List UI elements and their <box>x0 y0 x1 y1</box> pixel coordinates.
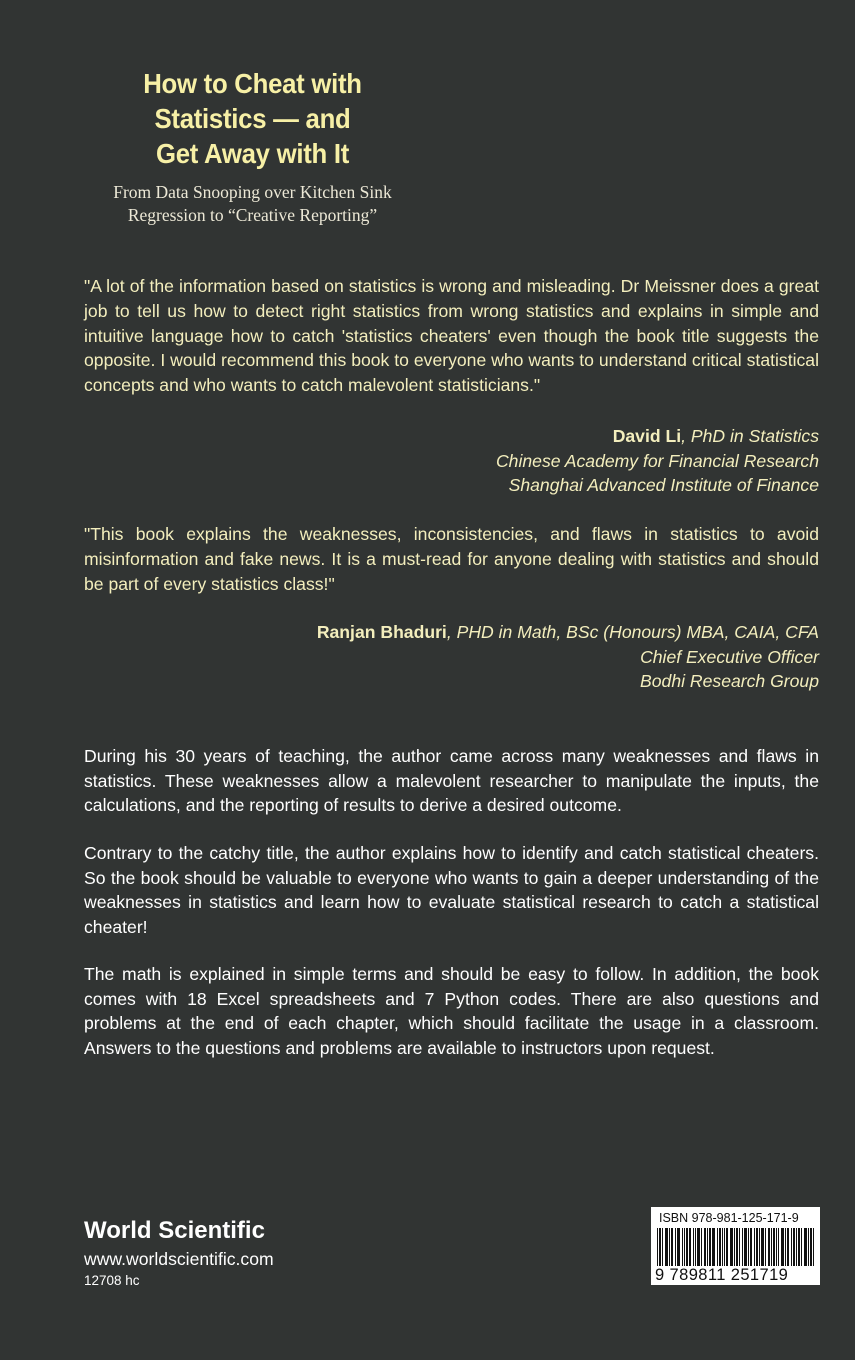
barcode-bar <box>666 1228 667 1266</box>
barcode-bar <box>695 1228 696 1266</box>
barcode-bar <box>675 1228 676 1266</box>
product-code: 12708 hc <box>84 1273 140 1288</box>
barcode-bar <box>714 1228 715 1266</box>
barcode-bar <box>719 1228 720 1266</box>
book-title-line: Get Away with It <box>155 138 350 169</box>
endorsement-attribution-ranjan-bhaduri <box>119 620 819 694</box>
description-paragraph: During his 30 years of teaching, the author came across many weaknesses and flaws in statistics. These weaknesses allow a malevolent researcher to manipulate the inputs, the calculations, and the reporting of results to derive a desired outcome. <box>84 746 819 816</box>
barcode-bar <box>759 1228 760 1266</box>
barcode-bar <box>756 1228 757 1266</box>
barcode-bar <box>768 1228 769 1266</box>
barcode-bar <box>763 1228 764 1266</box>
barcode-bar <box>744 1228 745 1266</box>
barcode-bar <box>757 1228 758 1266</box>
barcode-bar <box>745 1228 746 1266</box>
barcode-bar <box>672 1228 673 1266</box>
endorser-affiliation: Chinese Academy for Financial Research <box>495 450 819 471</box>
barcode-bar <box>686 1228 687 1266</box>
barcode-bar <box>806 1228 807 1266</box>
barcode-bar <box>724 1228 725 1266</box>
book-subtitle-line: From Data Snooping over Kitchen Sink <box>113 182 392 202</box>
barcode-bar <box>662 1228 663 1266</box>
endorser-name: Ranjan Bhaduri <box>316 622 447 642</box>
barcode-bar <box>705 1228 706 1266</box>
book-title-line: Statistics — and <box>154 103 351 134</box>
barcode-bar <box>734 1228 735 1266</box>
barcode-bar <box>748 1228 749 1266</box>
barcode-bar <box>712 1228 713 1266</box>
endorsement-quote-david-li: "A lot of the information based on statistics is wrong and misleading. Dr Meissner does a great job to tell us how to detect right statistics from wrong statistics and explains in simple and intuitive language how to catch 'statistics cheaters' even though the book title suggests the opposite. I would recommend this book to everyone who wants to understand critical statistical concepts and who wants to catch malevolent statisticians." <box>84 276 819 396</box>
barcode-bar <box>679 1228 680 1266</box>
book-subtitle-line: Regression to “Creative Reporting” <box>127 205 378 225</box>
barcode-bar <box>669 1228 670 1266</box>
barcode-bar <box>769 1228 770 1266</box>
publisher-name: World Scientific <box>84 1217 265 1244</box>
isbn-label: ISBN 978-981-125-171-9 <box>659 1211 799 1225</box>
barcode-bar <box>798 1228 799 1266</box>
barcode-bar <box>698 1228 699 1266</box>
barcode-bar <box>771 1228 772 1266</box>
endorser-credentials: , PHD in Math, BSc (Honours) MBA, CAIA, CFA <box>446 622 819 642</box>
endorser-affiliation: Chief Executive Officer <box>640 646 819 667</box>
publisher-website: www.worldscientific.com <box>84 1249 274 1269</box>
endorsement-quote-ranjan-bhaduri: "This book explains the weaknesses, inconsistencies, and flaws in statistics to avoid misinformation and fake news. It is a must-read for anyone dealing with statistics and should be part of every statistics class!" <box>84 524 819 594</box>
barcode-bar <box>773 1228 774 1266</box>
barcode-bar <box>684 1228 685 1266</box>
barcode-bar <box>781 1228 782 1266</box>
barcode-digits: 9 789811 251719 <box>655 1266 789 1284</box>
barcode-bar <box>697 1228 698 1266</box>
barcode-bar <box>788 1228 789 1266</box>
barcode-bar <box>774 1228 775 1266</box>
barcode-bar <box>778 1228 779 1266</box>
barcode-bar <box>765 1228 766 1266</box>
barcode-bar <box>665 1228 666 1266</box>
barcode-bar <box>701 1228 702 1266</box>
barcode-bar <box>776 1228 777 1266</box>
endorsement-attribution-david-li <box>119 424 819 498</box>
barcode-bars <box>657 1228 814 1268</box>
barcode-bar <box>722 1228 723 1266</box>
barcode-bar <box>660 1228 661 1266</box>
barcode-bar <box>796 1228 797 1266</box>
barcode-bar <box>746 1228 747 1266</box>
barcode-bar <box>689 1228 690 1266</box>
barcode-bar <box>739 1228 740 1266</box>
description-paragraph: The math is explained in simple terms and should be easy to follow. In addition, the book comes with 18 Excel spreadsheets and 7 Python codes. There are also questions and problems at the end of each chapter, which should facilitate the usage in a classroom. Answers to the questions and problems are available to instructors upon request. <box>84 964 819 1058</box>
barcode-bar <box>808 1228 809 1266</box>
barcode-bar <box>804 1228 805 1266</box>
barcode-bar <box>704 1228 705 1266</box>
barcode-bar <box>761 1228 762 1266</box>
barcode-bar <box>726 1228 727 1266</box>
endorser-affiliation: Shanghai Advanced Institute of Finance <box>508 475 819 495</box>
barcode-bar <box>736 1228 737 1266</box>
barcode-bar <box>693 1228 694 1266</box>
barcode-bar <box>671 1228 672 1266</box>
description-paragraph: Contrary to the catchy title, the author explains how to identify and catch statistical cheaters. So the book should be valuable to everyone who wants to gain a deeper understanding of the weaknesses in statistics and learn how to evaluate statistical research to catch a statistical cheater! <box>84 843 819 937</box>
barcode-bar <box>732 1228 733 1266</box>
barcode-bar <box>710 1228 711 1266</box>
barcode-bar <box>687 1228 688 1266</box>
barcode-bar <box>805 1228 806 1266</box>
barcode-bar <box>799 1228 800 1266</box>
barcode-bar <box>690 1228 691 1266</box>
book-subtitle <box>60 181 445 227</box>
barcode-bar <box>667 1228 668 1266</box>
barcode-bar <box>720 1228 721 1266</box>
endorser-affiliation: Bodhi Research Group <box>640 671 819 691</box>
barcode-bar <box>717 1228 718 1266</box>
barcode-bar <box>791 1228 792 1266</box>
barcode-bar <box>787 1228 788 1266</box>
barcode-bar <box>783 1228 784 1266</box>
barcode-bar <box>742 1228 743 1266</box>
barcode-bar <box>727 1228 728 1266</box>
barcode-bar <box>709 1228 710 1266</box>
barcode-bar <box>657 1228 658 1266</box>
barcode-bar <box>699 1228 700 1266</box>
barcode-bar <box>730 1228 731 1266</box>
barcode-bar <box>707 1228 708 1266</box>
barcode-bar <box>731 1228 732 1266</box>
barcode-bar <box>754 1228 755 1266</box>
barcode-bar <box>813 1228 814 1266</box>
barcode-bar <box>678 1228 679 1266</box>
barcode-bar <box>801 1228 802 1266</box>
book-title <box>112 66 393 171</box>
barcode-bar <box>713 1228 714 1266</box>
barcode-bar <box>793 1228 794 1266</box>
barcode-bar <box>659 1228 660 1266</box>
barcode-bar <box>737 1228 738 1266</box>
barcode-bar <box>682 1228 683 1266</box>
barcode-bar <box>794 1228 795 1266</box>
endorser-name: David Li <box>612 426 682 446</box>
barcode-bar <box>810 1228 811 1266</box>
isbn-barcode <box>651 1207 820 1285</box>
endorser-credentials: , PhD in Statistics <box>681 426 819 446</box>
barcode-bar <box>782 1228 783 1266</box>
barcode-bar <box>785 1228 786 1266</box>
barcode-bar <box>751 1228 752 1266</box>
barcode-bar <box>677 1228 678 1266</box>
barcode-bar <box>811 1228 812 1266</box>
barcode-bar <box>750 1228 751 1266</box>
book-title-line: How to Cheat with <box>143 68 362 99</box>
barcode-bar <box>762 1228 763 1266</box>
